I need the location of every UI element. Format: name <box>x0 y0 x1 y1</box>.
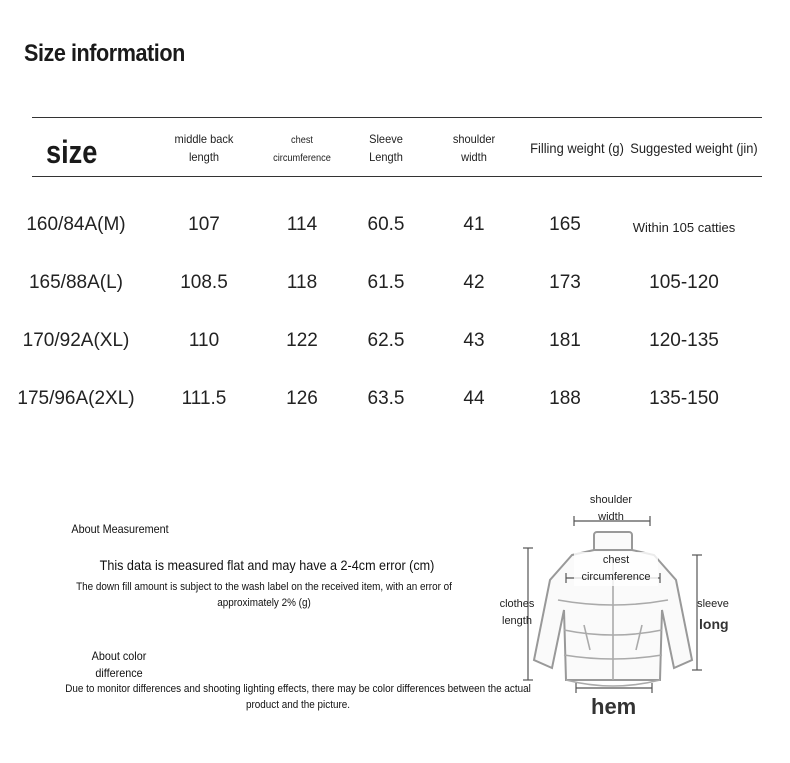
table-cell-sleeve: 63.5 <box>367 388 405 409</box>
table-cell-sleeve: 60.5 <box>367 214 405 235</box>
table-cell-size: 170/92A(XL) <box>22 330 130 351</box>
table-cell-suggested: 120-135 <box>649 330 719 351</box>
table-cell-chest: 122 <box>286 330 318 351</box>
table-cell-chest: 126 <box>286 388 318 409</box>
table-cell-back-length: 108.5 <box>180 272 228 293</box>
label-shoulder-width: shoulder width <box>589 494 633 523</box>
header-size: size <box>46 134 98 170</box>
color-heading: About color difference <box>91 649 147 680</box>
table-cell-size: 160/84A(M) <box>26 214 126 235</box>
table-cell-back-length: 111.5 <box>181 388 227 409</box>
table-top-rule <box>32 117 762 118</box>
table-cell-chest: 114 <box>286 214 318 235</box>
table-cell-shoulder: 44 <box>463 388 485 409</box>
table-cell-filling: 188 <box>549 388 581 409</box>
table-cell-sleeve: 62.5 <box>367 330 405 351</box>
measurement-heading: About Measurement <box>71 522 169 536</box>
header-suggested-weight: Suggested weight (jin) <box>630 140 758 156</box>
table-cell-filling: 165 <box>549 214 581 235</box>
measurement-line1: This data is measured flat and may have a 2-4cm error (cm) <box>99 557 435 573</box>
label-chest-circumference: chest circumference <box>574 552 658 586</box>
label-sleeve: sleeve <box>697 598 729 610</box>
table-cell-shoulder: 41 <box>463 214 485 235</box>
color-text: Due to monitor differences and shooting lighting effects, there may be color differences between the actual product and the picture. <box>65 683 531 711</box>
header-sleeve-length: Sleeve Length <box>369 132 403 164</box>
header-chest-circumference: chest circumference <box>273 135 331 164</box>
table-cell-shoulder: 42 <box>463 272 485 293</box>
table-cell-back-length: 107 <box>188 214 220 235</box>
page-title: Size information <box>24 40 185 67</box>
table-cell-filling: 181 <box>549 330 581 351</box>
table-header-rule <box>32 176 762 177</box>
table-cell-suggested: 105-120 <box>649 272 719 293</box>
table-cell-suggested: Within 105 catties <box>632 220 736 235</box>
header-filling-weight: Filling weight (g) <box>530 140 624 156</box>
table-cell-filling: 173 <box>549 272 581 293</box>
header-shoulder-width: shoulder width <box>452 132 496 164</box>
measurement-line2: The down fill amount is subject to the wash label on the received item, with an error of approximately 2% (g) <box>76 581 452 609</box>
table-cell-size: 165/88A(L) <box>28 272 123 293</box>
label-long: long <box>699 616 729 632</box>
table-cell-size: 175/96A(2XL) <box>17 388 135 409</box>
table-cell-suggested: 135-150 <box>649 388 719 409</box>
label-clothes-length: clothes length <box>499 598 535 627</box>
table-cell-chest: 118 <box>286 272 318 293</box>
table-cell-sleeve: 61.5 <box>367 272 405 293</box>
table-cell-shoulder: 43 <box>463 330 485 351</box>
label-hem: hem <box>591 694 637 719</box>
header-middle-back-length: middle back length <box>174 132 234 164</box>
table-cell-back-length: 110 <box>188 330 220 351</box>
